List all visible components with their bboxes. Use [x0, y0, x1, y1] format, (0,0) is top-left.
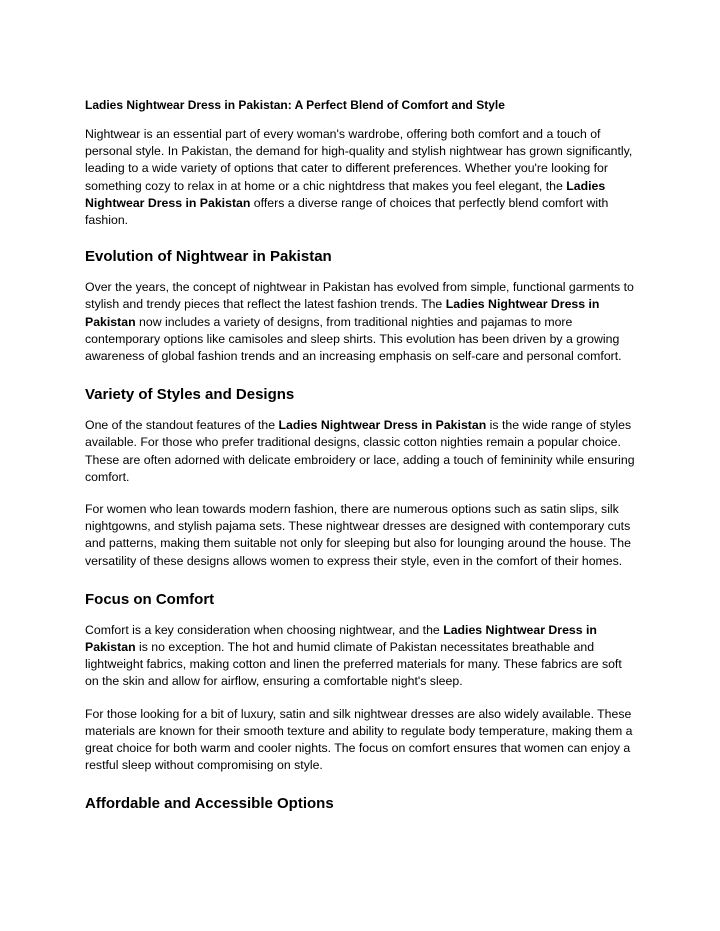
section-heading-evolution: Evolution of Nightwear in Pakistan	[85, 248, 332, 266]
section-heading-comfort: Focus on Comfort	[85, 590, 215, 608]
comfort-paragraph-1: Comfort is a key consideration when choosing nightwear, and the Ladies Nightwear Dress in Pakistan is no exception. The hot and humid climate of Pakistan necessitates breathable and lightweight fabrics, making cotton and linen the preferred materials for many. These fabrics are soft on the skin and allow for airflow, ensuring a comfortable night's sleep.	[85, 622, 622, 689]
document-page	[85, 96, 635, 826]
document-title: Ladies Nightwear Dress in Pakistan: A Perfect Blend of Comfort and Style	[85, 98, 505, 112]
variety-paragraph-1: One of the standout features of the Ladies Nightwear Dress in Pakistan is the wide range of styles available. For those who prefer traditional designs, classic cotton nighties remain a popular choice. These are often adorned with delicate embroidery or lace, adding a touch of femininity while ensuring comfort.	[85, 418, 635, 484]
comfort-paragraph-2: For those looking for a bit of luxury, satin and silk nightwear dresses are also widely available. These materials are known for their smooth texture and ability to regulate body temperature, making them a great choice for both warm and cooler nights. The focus on comfort ensures that women can enjoy a restful sleep without compromising on style.	[85, 706, 633, 773]
variety-paragraph-2: For women who lean towards modern fashion, there are numerous options such as satin slips, silk nightgowns, and stylish pajama sets. These nightwear dresses are designed with contemporary cuts and patterns, making them suitable not only for sleeping but also for lounging around the house. The versatility of these designs allows women to express their style, even in the comfort of their homes.	[85, 502, 631, 568]
section-heading-affordable: Affordable and Accessible Options	[85, 795, 334, 813]
section-heading-variety: Variety of Styles and Designs	[85, 386, 295, 404]
evolution-paragraph: Over the years, the concept of nightwear in Pakistan has evolved from simple, functional garments to stylish and trendy pieces that reflect the latest fashion trends. The Ladies Nightwear Dress in Pakistan now includes a variety of designs, from traditional nighties and pajamas to more contemporary options like camisoles and sleep shirts. This evolution has been driven by a growing awareness of global fashion trends and an increasing emphasis on self-care and personal comfort.	[85, 280, 634, 364]
intro-paragraph: Nightwear is an essential part of every woman's wardrobe, offering both comfort and a touch of personal style. In Pakistan, the demand for high-quality and stylish nightwear has grown significantly, leading to a wide variety of options that cater to different preferences. Whether you're looking for something cozy to relax in at home or a chic nightdress that makes you feel elegant, the Ladies Nightwear Dress in Pakistan offers a diverse range of choices that perfectly blend comfort with fashion.	[85, 127, 633, 228]
keyword-bold: Ladies Nightwear Dress in Pakistan	[85, 622, 597, 655]
keyword-bold: Ladies Nightwear Dress in Pakistan	[85, 178, 606, 210]
keyword-bold: Ladies Nightwear Dress in Pakistan	[278, 418, 487, 433]
keyword-bold: Ladies Nightwear Dress in Pakistan	[85, 297, 600, 329]
